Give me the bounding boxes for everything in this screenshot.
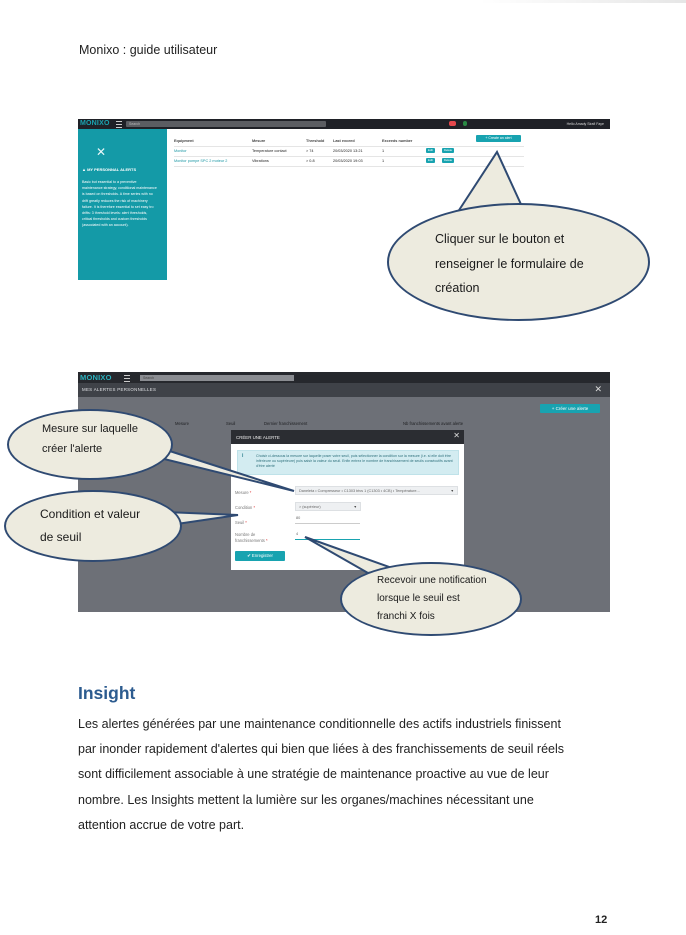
chevron-down-icon: ▼ (450, 489, 454, 493)
column-header: Last exceed (333, 139, 355, 143)
callout-text (40, 503, 140, 549)
callout-line: lorsque le seuil est (377, 593, 460, 604)
close-icon[interactable]: ✕ (453, 431, 460, 440)
callout-mesure (7, 409, 173, 480)
paragraph-line: nombre. Les Insights mettent la lumière sur les organes/machines nécessitant une (78, 792, 534, 807)
mesure-select[interactable]: Daneleta • Compresseur • C1303 btvs 1 (C1303 • 4CB) • Température... ▼ (295, 486, 458, 495)
callout-text (42, 419, 138, 459)
column-header: Mesure (175, 421, 189, 426)
callout-line: renseigner le formulaire de (435, 256, 584, 271)
callout-button (387, 203, 650, 321)
info-icon: i (242, 453, 244, 459)
table-cell: 1 (382, 149, 385, 153)
column-header: Nb franchissements avant alerte (403, 421, 464, 426)
callout-condition (4, 490, 182, 562)
search-input[interactable]: Search (126, 121, 326, 127)
create-alert-button[interactable]: + Créer une alerte (540, 404, 600, 413)
callout-text (377, 572, 487, 626)
document-title: Monixo : guide utilisateur (79, 43, 218, 57)
info-text: Choisir ci-dessous la mesure sur laquelle poser votre seuil, puis sélectionner la condition sur la mesure (i.e. si elle doit être inférieure ou supérieure) puis saisir la valeur du seuil. Enfin entrez le nombre de franchissement de seuils consécutifs avant d'être alerté (256, 454, 453, 468)
column-header: Seuil (226, 421, 236, 426)
callout-line: de seuil (40, 530, 82, 544)
callout-line: créer l'alerte (42, 443, 103, 455)
equipment-link[interactable]: Monitor pompe SPC 2 moteur 2 (174, 159, 228, 163)
user-name[interactable]: Hello Amady Sirafi Faye (566, 122, 604, 126)
insight-paragraph (78, 712, 623, 838)
column-header: Equipment (174, 139, 194, 143)
column-header: Exceeds number (382, 139, 413, 143)
column-header: Dernier franchissement (264, 421, 308, 426)
table-cell: 20/03/2020 19:03 (333, 159, 363, 163)
callout-line: Condition et valeur (40, 507, 141, 521)
callout-pointer-mesure (154, 446, 294, 491)
save-button[interactable]: ✔ Enregistrer (235, 551, 285, 561)
chevron-down-icon: ▼ (353, 505, 357, 509)
table-cell: Temperature contact (252, 149, 287, 153)
callout-line: Mesure sur laquelle (42, 423, 138, 435)
paragraph-line: par inonder rapidement d'alertes qui bien que liées à des franchissements de seuil réels (78, 742, 565, 757)
franchissements-label: Nombre de franchissements * (235, 532, 268, 543)
table-cell: 20/03/2020 13:21 (333, 149, 363, 153)
close-icon[interactable]: ✕ (594, 384, 602, 394)
page-number: 12 (595, 914, 608, 926)
callout-line: Cliquer sur le bouton et (435, 232, 565, 246)
app-logo: MONIXO (80, 373, 112, 382)
table-cell: 1 (382, 159, 385, 163)
equipment-link[interactable]: Monitor (174, 149, 187, 153)
paragraph-line: attention accrue de votre part. (78, 817, 245, 832)
close-icon[interactable]: ✕ (96, 145, 107, 159)
callout-text (435, 227, 584, 301)
seuil-label: Seuil * (235, 520, 247, 525)
table-cell: > 74 (306, 149, 314, 153)
condition-select[interactable]: > (supérieur) ▼ (295, 502, 361, 511)
delete-button[interactable]: Delete (444, 158, 453, 162)
pane-title: MES ALERTES PERSONNELLES (82, 387, 157, 392)
callout-line: création (435, 281, 480, 295)
callout-notification (340, 562, 522, 636)
edit-button[interactable]: Edit (428, 148, 433, 152)
section-heading: Insight (78, 683, 136, 703)
modal-title: CRÉER UNE ALERTE (236, 435, 280, 440)
side-panel-text: Basic but essential to a preventive maintenance strategy, conditional maintenance is based on thresholds. A time series with no drift greatly reduces the risk of machinery failure. It is therefore essential to set easy tro drifts: 3 threshold levels: alert thresholds, critical thresholds and custom thresholds (associated with an account). (82, 180, 157, 228)
edit-button[interactable]: Edit (428, 158, 433, 162)
side-panel-title: ▲ MY PERSONNAL ALERTS (82, 167, 137, 172)
seuil-input[interactable]: 80 (295, 516, 360, 524)
create-alert-button[interactable]: + Create an alert (476, 135, 521, 142)
condition-label: Condition * (235, 505, 256, 510)
paragraph-line: Les alertes générées par une maintenance conditionnelle des actifs industriels finissent (78, 717, 561, 731)
franchissements-input[interactable]: 4 (295, 532, 360, 540)
column-header: Threshold (306, 139, 325, 143)
callout-line: Recevoir une notification (377, 575, 487, 586)
mesure-label: Mesure * (235, 490, 252, 495)
table-cell: Vibrations (252, 159, 269, 163)
search-input[interactable]: Search (140, 375, 294, 381)
paragraph-line: sont difficilement associable à une stratégie de maintenance proactive au vue de leur (78, 767, 549, 782)
app-logo: MONIXO (80, 120, 110, 127)
column-header: Mesure (252, 139, 266, 143)
table-cell: > 0.8 (306, 159, 315, 163)
delete-button[interactable]: Delete (444, 148, 453, 152)
callout-line: franchi X fois (377, 611, 435, 622)
